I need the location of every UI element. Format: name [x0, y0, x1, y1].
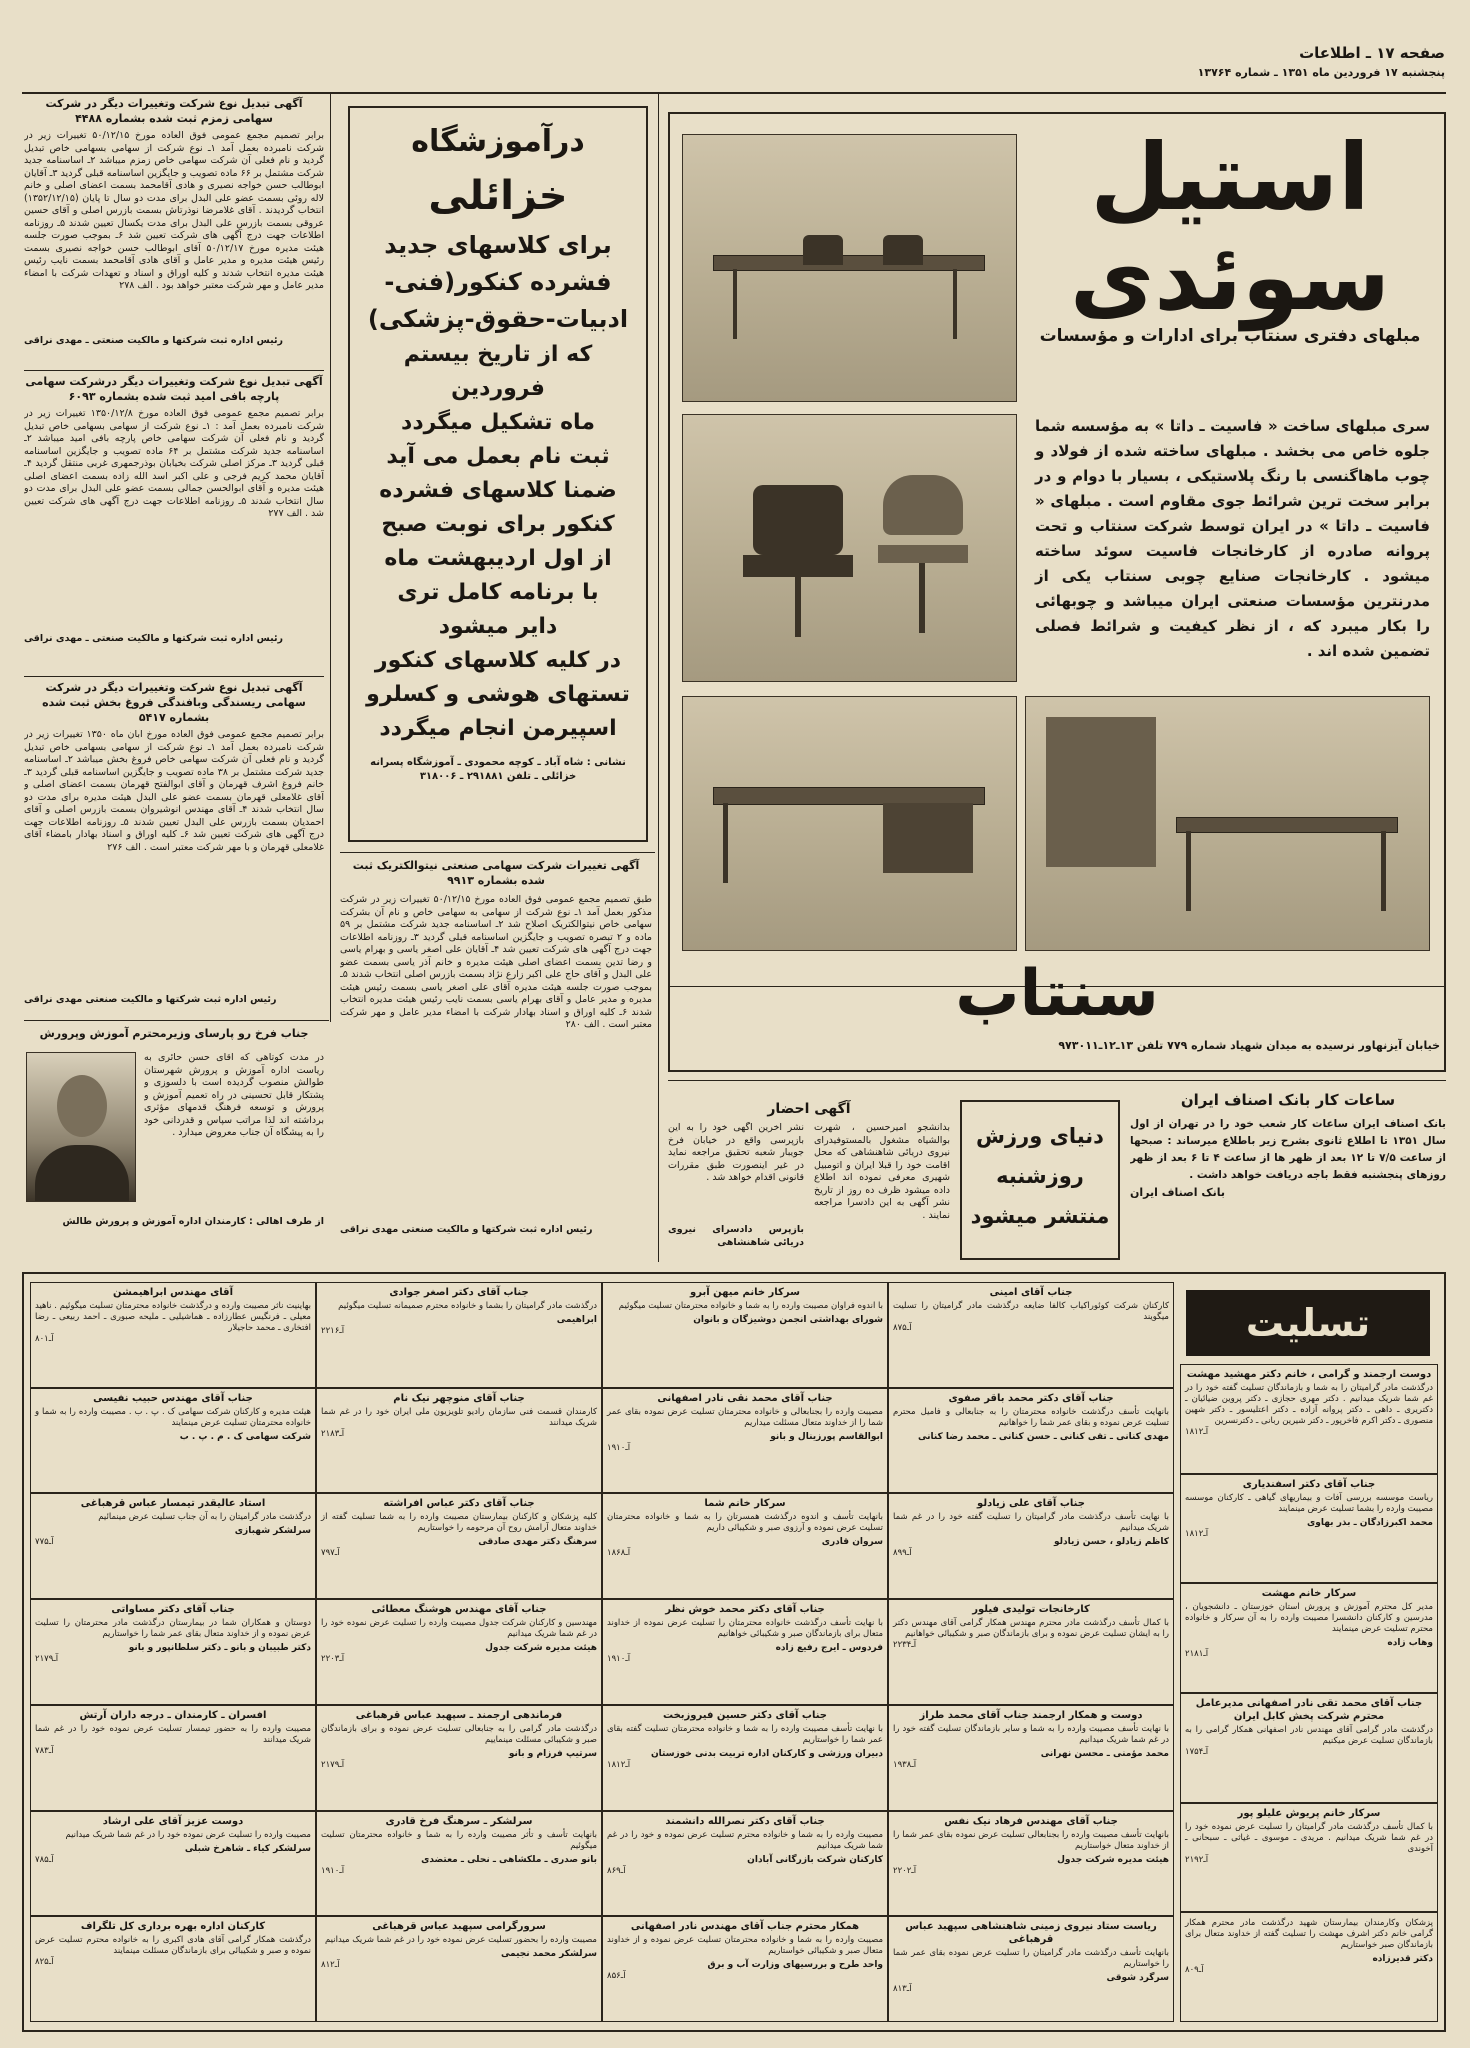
condolence-body: درگذشت مادر گرامیتان را بشما و خانواده محترم صمیمانه تسلیت میگوئیم	[338, 1301, 597, 1311]
condolence-title: سرکار خانم مهشت	[1261, 1588, 1357, 1600]
col-divider	[658, 92, 659, 1262]
condolence-sign: دکتر قدیرزاده	[1372, 1954, 1433, 1965]
notice-title: آگهی تبدیل نوع شرکت وتغییرات دیگر در شرکت سهامی ریسندگی وبافندگی فروغ بخش ثبت شده بشماره ۵۴۱۷	[42, 681, 306, 724]
steel-title-line1: استیل	[1090, 124, 1370, 231]
condolence-body: درگذشت مادر گرامی آقای مهندس نادر اصفهانی همکار گرامی را به بازماندگان تسلیت عرض میکنیم	[1185, 1725, 1433, 1746]
school-ad-line: برای کلاسهای جدید	[384, 231, 612, 259]
notice-sign: رئیس اداره ثبت شرکتها و مالکیت صنعتی مهدی نراقی	[340, 1224, 593, 1235]
notice-title: آگهی تبدیل نوع شرکت وتغییرات دیگر در شرکت سهامی زمزم ثبت شده بشماره ۴۴۸۸	[45, 97, 303, 125]
condolence-body: با کمال تأسف درگذشت مادر محترم مهندس همکار گرامی آقای مهندس دکتر را به ایشان تسلیت عرض نموده و برای بازماندگان صبر و شکیبائی خواهانیم	[893, 1618, 1169, 1640]
condolence-sign: ابراهیمی	[556, 1315, 597, 1325]
condolence-title: سرکار خانم میهن آبرو	[690, 1287, 800, 1298]
condolence-code: آـ۸۰۹	[1185, 1965, 1204, 1976]
condolence-notice	[30, 1705, 316, 1811]
swivel-chair-seat	[878, 545, 968, 563]
school-ad-address: نشانی : شاه آباد ـ کوچه محمودی ـ آموزشگاه پسرانه خزائلی ـ تلفن ۲۹۱۸۸۱ ـ ۳۱۸۰۰۶	[370, 757, 626, 782]
condolence-code: آـ۸۷۵	[893, 1323, 912, 1333]
notice-divider	[340, 852, 655, 853]
condolence-body: درگذشت مادر گرامی را به جنابعالی تسلیت عرض نموده و برای بازماندگان صبر و شکیبائی مسئلت مینماییم	[321, 1723, 597, 1745]
sports-box	[960, 1100, 1120, 1260]
photo-office-room	[1025, 696, 1430, 951]
brand-address: خیابان آیزنهاور نرسیده به میدان شهیاد شماره ۷۷۹ تلفن ۱۳ـ۱۲ـ۹۷۳۰۱۱	[1058, 1039, 1440, 1052]
condolence-title: جناب آقای دکتر اصغر جوادی	[389, 1287, 529, 1298]
condolence-code: آـ۷۹۷	[321, 1548, 340, 1559]
armchair-leg	[795, 577, 801, 637]
room-desk-leg	[1186, 831, 1191, 911]
condolence-notice	[1180, 1474, 1438, 1584]
condolence-body: دوستان و همکاران شما در بیمارستان درگذشت مادر محترمتان را تسلیت عرض نموده و از خداوند متعال بقای عمر شما را خواستاریم	[35, 1618, 311, 1640]
portrait-shoulders	[35, 1145, 129, 1202]
condolence-title: دوست عزیز آقای علی ارشاد	[102, 1815, 244, 1827]
condolence-body: بانهایت تأسف مصیبت وارده را بجنابعالی تسلیت عرض نموده بقای عمر شما را از خداوند متعال خواستاریم	[893, 1829, 1169, 1851]
condolence-title: استاد عالیقدر تیمسار عباس قرهباغی	[80, 1498, 266, 1510]
notice-forughbakhsh	[24, 680, 324, 1010]
condolence-notice	[888, 1388, 1174, 1494]
summons	[668, 1100, 950, 1260]
condolence-code: آـ۸۰۱	[35, 1334, 54, 1344]
condolence-title: جناب آقای مهندس حبیب نفیسی	[93, 1392, 253, 1404]
condolence-body: کلیه پزشکان و کارکنان بیمارستان مصیبت وارده را به شما تسلیت گفته از خداوند متعال آرامش روح آن مرحومه را خواستاریم	[321, 1512, 597, 1534]
notice-sign: رئیس اداره ثبت شرکتها و مالکیت صنعتی ـ مهدی نراقی	[24, 633, 284, 644]
hours-notice	[1130, 1090, 1446, 1258]
condolence-sign: محمد اکبرزادگان ـ بذر بهاوی	[1307, 1517, 1433, 1528]
condolence-title: سرلشکر ـ سرهنگ فرخ قادری	[385, 1815, 533, 1827]
condolence-title: جناب آقای مهندس هوشنگ معطائی	[371, 1604, 547, 1616]
condolence-code: آـ۱۸۶۸	[607, 1548, 631, 1559]
condolence-notice	[888, 1282, 1174, 1388]
condolence-header	[1186, 1290, 1430, 1356]
condolence-title: جناب آقای دکتر اسفندیاری	[1242, 1478, 1376, 1490]
condolence-code: آـ۱۹۱۰	[607, 1654, 631, 1665]
sports-line1: دنیای ورزش	[976, 1124, 1104, 1148]
condolence-body: درگذشت همکار گرامی آقای هادی اکبری را به خانواده محترم تسلیت عرض نموده و صبر و شکیبائی برای بازماندگان مسئلت مینمایند	[35, 1935, 311, 1957]
condolence-code: آـ۱۸۱۲	[1185, 1528, 1209, 1539]
condolence-header-text: تسلیت	[1245, 1301, 1371, 1345]
notice-divider	[24, 1020, 329, 1021]
condolence-code: آـ۸۱۳	[893, 1984, 912, 1995]
condolence-code: آـ۱۹۳۸	[893, 1759, 917, 1770]
condolence-body: مصیبت وارده را به حضور تیمسار تسلیت عرض نموده خود را در غم شما شریک میدانند	[35, 1723, 311, 1745]
notice-omid	[24, 374, 324, 664]
condolence-body: با نهایت تأسف درگذشت خانواده محترمتان را تسلیت عرض نموده از خداوند متعال برای بازماندگان صبر و شکیبائی خواهانیم	[607, 1618, 883, 1640]
condolence-code: آـ۸۱۲	[321, 1960, 340, 1971]
condolence-sign: دکتر طبیبان و بانو ـ دکتر سلطانپور و بانو	[128, 1643, 311, 1654]
condolence-body: بانهایت تأسف و تأثر مصیبت وارده را به شما و خانواده محترمتان تسلیت میگوئیم	[321, 1829, 597, 1851]
condolence-notice	[888, 1916, 1174, 2022]
condolence-sign: شورای بهداشتی انجمن دوشیزگان و بانوان	[693, 1315, 883, 1325]
notice-body: برابر تصمیم مجمع عمومی فوق العاده مورخ آبان ماه ۱۳۵۰ تغییرات زیر در شرکت نامبرده بعمل آمد ۱ـ نوع شرکت از سهامی بسهامی خاص تبدیل گردید و نام فعلی آن شرکت سهامی خاص فروغ بخش میباشد ۲ـ اساسنامه جدید شرکت مشتمل بر ۳۸ ماده تصویب و جایگزین اساسنامه قبلی گردید ۳ـ خانم فروغ اشرف قهرمان و آقای ابوالفتح قهرمان بسمت اعضای اصلی و آقای غلامعلی قهرمان بسمت عضو علی البدل هیئت مدیره برای مدت دو سال انتخاب شدند ۴ـ آقای مهندس انوشیروان بسمت بازرس اصلی و آقای احمدیان بسمت بازرس علی البدل تعیین شدند ۵ـ روزنامه اطلاعات جهت درج آگهی های شرکت تعیین شد ۶ـ کلیه اوراق و اسناد بهادار بامضاء آقای غلامعلی قهرمان و با مهر شرکت معتبر است . الف ۲۷۶	[24, 729, 324, 853]
school-ad-line: کنکور برای نوبت صبح	[381, 512, 615, 537]
tribute-title: جناب فرخ رو پارسای وزیرمحترم آموزش وپرورش	[39, 1027, 309, 1040]
condolence-body: با نهایت تأسف درگذشت مادر گرامیتان را تسلیت گفته خود را در غم شما شریک میدانیم	[893, 1512, 1169, 1534]
sports-line3: منتشر میشود	[970, 1204, 1110, 1228]
condolence-body: بانهایت تأسف درگذشت مادر گرامیتان را تسلیت عرض نموده بقای عمر شما را خواستاریم	[893, 1948, 1169, 1970]
masthead	[1180, 44, 1445, 90]
section-rule	[668, 1080, 1446, 1081]
condolence-body: مدیر کل محترم آموزش و پرورش استان خوزستان ـ دانشجویان ، مدرسین و کارکنان دانشسرا مصیبت وارده را به آن سرکار و خانواده محترم تسلیت عرض مینمایند	[1185, 1602, 1433, 1635]
condolence-code: آـ۲۱۷۹	[321, 1759, 345, 1770]
condolence-code: آـ۷۸۵	[35, 1854, 54, 1865]
condolence-title: آقای مهندس ابراهیمشن	[112, 1287, 234, 1298]
condolence-code: آـ۱۹۱۰	[321, 1865, 345, 1876]
school-ad-line: ضمنا کلاسهای فشرده	[379, 478, 617, 503]
swivel-chair-back	[883, 475, 963, 535]
school-ad-line: با برنامه کامل تری	[397, 580, 599, 605]
school-ad-line: در کلیه کلاسهای کنکور	[374, 648, 622, 673]
issue-date: پنجشنبه ۱۷ فروردین ماه ۱۳۵۱ ـ شماره ۱۳۷۶۴	[1197, 66, 1445, 79]
condolence-code: آـ۱۸۱۲	[607, 1759, 631, 1770]
condolence-code: آـ۸۲۵	[35, 1957, 54, 1968]
table-top	[713, 255, 985, 271]
condolence-sign: سرگرد شوقی	[1106, 1973, 1169, 1984]
condolence-body: مصیبت وارده را تسلیت عرض نموده خود را در غم شما شریک میدانیم	[65, 1829, 311, 1840]
condolence-notice	[316, 1388, 602, 1494]
condolence-body: پزشکان وکارمندان بیمارستان شهید درگذشت مادر محترم همکار گرامی خانم دکتر اشرف مهشت را تسلیت گفته از خداوند متعال برای بازماندگان صبر خواستاریم	[1185, 1918, 1433, 1951]
school-ad-line: ادبیات-حقوق-پزشکی)	[367, 305, 629, 333]
condolence-notice	[30, 1388, 316, 1494]
condolence-body: کارمندان قسمت فنی سازمان رادیو تلویزیون ملی ایران خود را در غم شما شریک میدانند	[321, 1406, 597, 1428]
school-ad-line: دایر میشود	[438, 614, 558, 639]
condolence-title: سرکار خانم پریوش علیلو پور	[1237, 1807, 1381, 1819]
condolence-notice	[316, 1705, 602, 1811]
desk-drawers	[883, 803, 973, 873]
condolence-sign: سرلشکر کیاء ـ شاهرخ شبلی	[184, 1843, 311, 1854]
condolence-title: کارکنان اداره بهره برداری کل تلگراف	[80, 1921, 266, 1933]
condolence-sign: شرکت سهامی ک . م . پ . ب	[179, 1431, 311, 1442]
table-leg	[733, 269, 737, 339]
condolence-body: هیئت مدیره و کارکنان شرکت سهامی ک . پ . ب . مصیبت وارده را به شما و خانواده محترمتان تسلیت عرض مینمایند	[35, 1406, 311, 1428]
condolence-notice	[30, 1811, 316, 1917]
masthead-rule	[22, 92, 1446, 94]
condolence-notice	[888, 1811, 1174, 1917]
condolence-notice	[602, 1599, 888, 1705]
portrait-head	[57, 1075, 107, 1137]
swivel-chair-base	[919, 563, 925, 633]
notice-divider	[24, 676, 324, 677]
condolence-code: آـ۲۱۸۳	[321, 1428, 345, 1439]
school-ad-line: اسپیرمن انجام میگردد	[379, 716, 617, 741]
condolence-sign: دبیران ورزشی و کارکنان اداره تربیت بدنی خوزستان	[650, 1748, 883, 1759]
sports-line2: روزشنبه	[996, 1164, 1084, 1188]
school-ad-line: درآموزشگاه	[411, 124, 585, 159]
condolence-title: جناب آقای دکتر حسین فیروزبخت	[663, 1709, 827, 1721]
condolence-sign: واحد طرح و بررسیهای وزارت آب و برق	[707, 1960, 883, 1971]
condolence-sign: سرتیپ فرزام و بانو	[508, 1748, 597, 1759]
condolence-notice	[1180, 1583, 1438, 1693]
condolence-code: آـ۷۸۳	[35, 1745, 54, 1756]
photo-conference-table	[682, 134, 1017, 402]
condolence-body: مصیبت وارده را به شما و خانواده محترم تسلیت عرض نموده و خود را در غم شما شریک میدانیم	[607, 1829, 883, 1851]
condolence-code: آـ۲۲۰۳	[321, 1654, 345, 1665]
condolence-notice	[316, 1282, 602, 1388]
chair	[883, 235, 923, 265]
condolence-title: جناب آقای محمد نقی نادر اصفهانی	[657, 1392, 833, 1404]
school-ad-line: فشرده کنکور(فنی-	[384, 268, 612, 296]
steel-ad-title	[1030, 124, 1430, 331]
photo-office-chairs	[682, 414, 1017, 682]
condolence-title: دوست و همکار ارجمند جناب آقای محمد طراز	[919, 1709, 1143, 1721]
condolence-title: فرماندهی ارجمند ـ سپهبد عباس قرهباغی	[355, 1709, 563, 1721]
condolence-notice	[888, 1599, 1174, 1705]
condolence-notice	[602, 1916, 888, 2022]
notice-title: آگهی تبدیل نوع شرکت وتغییرات دیگر درشرکت سهامی پارچه بافی امید ثبت شده بشماره ۶۰۹۳	[25, 375, 323, 403]
condolence-sign: هیئت مدیره شرکت جدول	[1057, 1854, 1169, 1865]
condolence-title: سرکار خانم شما	[704, 1498, 786, 1510]
chair	[803, 235, 843, 265]
school-ad-line: از اول اردیبهشت ماه	[384, 546, 612, 571]
condolence-sign: فردوس ـ ایرج رفیع زاده	[775, 1643, 883, 1654]
armchair-seat	[743, 555, 853, 577]
condolence-body: با اندوه فراوان مصیبت وارده را به شما و خانواده محترمتان تسلیت میگوئیم	[618, 1301, 883, 1311]
condolence-body: کارکنان شرکت کوئوراکیاب کالفا ضایعه درگذشت مادر گرامیتان را تسلیت میگویند	[893, 1301, 1169, 1322]
hours-title: ساعات کار بانک اصناف ایران	[1180, 1091, 1396, 1109]
notice-body: برابر تصمیم مجمع عمومی فوق العاده مورخ ۱۳۵۰/۱۲/۸ تغییرات زیر در شرکت نامبرده بعمل آمد : ۱ـ نوع شرکت از سهامی بسهامی خاص تبدیل گردید و نام فعلی آن شرکت سهامی خاص پارچه بافی امید میباشد ۲ـ اساسنامه جدید شرکت مشتمل بر ۶۴ ماده تصویب و جایگزین اساسنامه قبلی گردید ۳ـ مرکز اصلی شرکت بخیابان بوذرجمهری غربی منتقل گردید ۴ـ آقایان محمد کریم فرجی و علی اکبر اسد الله زاده بسمت اعضای اصلی هیئت مدیره و آقای ابوالحسن جمالی بسمت عضو علی البدل برای مدت دو سال انتخاب شدند ۵ـ روزنامه اطلاعات جهت درج آگهی های شرکت تعیین شد . الف ۲۷۷	[24, 408, 324, 519]
condolence-notice	[1180, 1912, 1438, 2022]
condolence-notice	[1180, 1693, 1438, 1803]
table-leg	[953, 269, 957, 339]
condolence-title: جناب آقای دکتر محمد باقر صفوی	[948, 1392, 1114, 1404]
bookshelf	[1046, 717, 1156, 867]
condolence-notice	[316, 1811, 602, 1917]
photo-executive-desk	[682, 696, 1017, 951]
condolence-notice	[602, 1493, 888, 1599]
room-desk-top	[1176, 817, 1398, 833]
armchair-back	[753, 485, 843, 555]
notice-nitoelectric	[340, 858, 652, 1258]
room-desk-leg	[1381, 831, 1386, 911]
school-ad-line: خزائلی	[428, 173, 568, 219]
col-divider	[330, 92, 331, 1022]
condolence-notice	[602, 1705, 888, 1811]
condolence-code: آـ۲۲۱۶	[321, 1326, 345, 1336]
condolence-code: آـ۲۱۹۲	[1185, 1854, 1209, 1865]
condolence-code: آـ۸۹۹	[893, 1548, 912, 1559]
condolence-title: افسران ـ کارمندان ـ درجه داران آرتش	[79, 1709, 267, 1721]
condolence-code: آـ۸۵۶	[607, 1971, 626, 1982]
condolence-title: سرورگرامی سپهبد عباس قرهباغی	[372, 1921, 546, 1933]
notice-divider	[24, 370, 324, 371]
condolence-body: درگذشت مادر گرامیتان را به شما و بازماندگان تسلیت گفته خود را در غم شما شریک میدانیم . دکتر مهری حجازی ـ دکتر پروین ضیائیان ـ دکتریری ـ داهی ـ دکتر پروانه آزاده ـ دکتر اعتلیسور ـ دکتر شهین منصوری ـ دکتر اکرم فاخرپور ـ دکتر شیرین ربانی ـ دکترنسرین	[1185, 1383, 1433, 1426]
condolence-code: آـ۲۲۳۴	[893, 1640, 917, 1651]
condolence-notice	[316, 1916, 602, 2022]
condolence-title: جناب آقای منوچهر نیک نام	[393, 1392, 525, 1404]
notice-sign: رئیس اداره ثبت شرکتها و مالکیت صنعتی ـ مهدی نراقی	[24, 335, 284, 346]
condolence-notice	[888, 1493, 1174, 1599]
condolence-code: آـ۱۷۵۴	[1185, 1747, 1209, 1757]
condolence-sign: ابوالقاسم پورزینال و بانو	[770, 1431, 883, 1442]
school-ad-line: که از تاریخ بیستم فروردین	[403, 342, 593, 401]
steel-title-line2: سوئدی	[1069, 224, 1391, 331]
condolence-notice	[1180, 1803, 1438, 1913]
condolence-notice	[30, 1282, 316, 1388]
condolence-title: جناب آقای امینی	[989, 1287, 1073, 1298]
notice-title: آگهی تغییرات شرکت سهامی صنعتی نیتوالکتریک ثبت شده بشماره ۹۹۱۳	[352, 859, 640, 887]
condolence-notice	[316, 1493, 602, 1599]
condolence-sign: هیئت مدیره شرکت جدول	[485, 1643, 597, 1654]
condolence-sign: سروان قادری	[821, 1537, 883, 1548]
condolence-notice	[30, 1493, 316, 1599]
condolence-notice	[602, 1811, 888, 1917]
condolence-body: مهندسین و کارکنان شرکت جدول مصیبت وارده را تسلیت عرض نموده خود را در غم شما شریک میدانیم	[321, 1618, 597, 1640]
condolence-title: همکار محترم جناب آقای مهندس نادر اصفهانی	[630, 1921, 860, 1933]
desk-leg	[723, 803, 728, 883]
hours-body: بانک اصناف ایران ساعات کار شعب خود را در تهران از اول سال ۱۳۵۱ تا اطلاع ثانوی بشرح زیر باطلاع میرساند : صبحها از ساعت ۷/۵ تا ۱۲ بعد از ظهر ها از ساعت ۴ تا ۶ بعد از ظهر روزهای پنجشنبه فقط باجه دریافت خواهد داشت .	[1130, 1118, 1446, 1181]
notice-body: برابر تصمیم مجمع عمومی فوق العاده مورخ ۵۰/۱۲/۱۵ تغییرات زیر در شرکت نامبرده بعمل آمد ۱ـ نوع شرکت از سهامی بسهامی خاص تبدیل گردید و نام فعلی آن شرکت سهامی خاص زمزم میباشد ۲ـ اساسنامه جدید شرکت مشتمل بر ۶۶ ماده تصویب و جایگزین اساسنامه قبلی گردید ۳ـ آقایان ابوطالب حسن خواجه نصیری و هادی آقامحمد بسمت اعضای اصلی و خانم لاله روئی بسمت عضو علی البدل برای مدت دو سال تا پایان (۱۳۵۲/۱۲/۱۵) انتخاب گردیدند . آقای غلامرضا نوذرتاش بسمت بازرس اصلی و آقای حسین عروقی بسمت بازرس علی البدل برای مدت یکسال تعیین شدند ۵ـ روزنامه اطلاعات جهت درج آگهی های شرکت تعیین شد ۶ـ بموجب صورت جلسه هیئت مدیره مورخ ۵۰/۱۲/۱۷ آقای ابوطالب حسن خواجه نصیری بسمت رئیس هیئت مدیره و مدیر عامل و آقای هادی آقامحمد بسمت نایب رئیس هیئت مدیره انتخاب شدند و کلیه اوراق و اسناد و تعهدات شرکت با امضاء مدیر عامل و مهر شرکت معتبر خواهد بود . الف ۲۷۸	[24, 130, 324, 291]
condolence-notice	[30, 1916, 316, 2022]
condolence-code: آـ۱۹۱۰	[607, 1442, 631, 1453]
tribute	[24, 1026, 324, 1262]
condolence-title: جناب آقای محمد تقی نادر اصفهانی مدیرعامل محترم شرکت پخش کابل ایران	[1195, 1698, 1423, 1722]
steel-ad-body: سری مبلهای ساخت « فاسیت ـ داتا » به مؤسسه شما جلوه خاص می بخشد . مبلهای ساخته شده از فولاد و چوب ماهاگنسی با رنگ پلاستیکی ، بسیار با دوام و در برابر سخت ترین شرائط جوی مقاوم است . مبلهای « فاسیت ـ داتا » در ایران توسط شرکت سنتاب و تحت پروانه صادره از کارخانجات فاسیت سوئد ساخته میشود . کارخانجات صنایع چوبی سنتاب یکی از مدرنترین مؤسسات صنعتی ایران میباشد و چوبهائی را بکار میبرد که ، از نظر کیفیت و شرائط فصلی تضمین شده اند .	[1035, 417, 1430, 660]
condolence-body: بانهایت تأسف و اندوه درگذشت همسرتان را به شما و خانواده محترمتان تسلیت عرض نموده و آرزوی صبر و شکیبائی داریم	[607, 1512, 883, 1534]
condolence-body: مصیبت وارده را بحضور تسلیت عرض نموده خود را در غم شما شریک میدانیم	[325, 1935, 597, 1946]
summons-body-left: نشر آخرین آگهی خود را به این بازپرسی واقع در خیابان فرخ جویبار شعبه تحقیق مراجعه نماید در غیر اینصورت طبق مقررات قانونی اقدام خواهد شد .	[668, 1122, 804, 1183]
condolence-code: آـ۷۷۵	[35, 1537, 54, 1548]
condolence-code: آـ۲۲۰۲	[893, 1865, 917, 1876]
condolence-notice	[888, 1705, 1174, 1811]
condolence-code: آـ۸۶۹	[607, 1865, 626, 1876]
steel-ad	[668, 112, 1446, 1072]
tribute-sign: از طرف اهالی : کارمندان اداره آموزش و پرورش طالش	[62, 1216, 324, 1227]
condolence-body: مصیبت وارده را به شما و خانواده محترمتان تسلیت عرض نموده و از خداوند متعال صبر و شکیبائی خواستاریم	[607, 1935, 883, 1957]
condolence-body: ریاست موسسه بررسی آفات و بیماریهای گیاهی ـ کارکنان موسسه مصیبت وارده را بشما تسلیت عرض مینمایند	[1185, 1492, 1433, 1514]
condolence-body: بانهایت تأسف درگذشت خانواده محترمتان را به جنابعالی و فامیل محترم تسلیت عرض نموده و بقای عمر شما را خواهانیم	[893, 1406, 1169, 1428]
condolence-sign: سرلشکر محمد نجیمی	[500, 1949, 597, 1960]
condolence-notice	[30, 1599, 316, 1705]
school-ad-line: ثبت نام بعمل می آید	[386, 444, 610, 469]
condolence-body: درگذشت مادر گرامیتان را به آن جناب تسلیت عرض مینمائیم	[98, 1512, 311, 1523]
condolence-code: آـ۱۸۱۲	[1185, 1427, 1209, 1437]
condolence-title: دوست ارجمند و گرامی ، خانم دکتر مهشید مهشت	[1186, 1369, 1432, 1380]
page-label: صفحه ۱۷ ـ اطلاعات	[1299, 44, 1445, 62]
condolence-notice	[1180, 1364, 1438, 1474]
portrait-photo	[26, 1052, 136, 1202]
steel-ad-subtitle: مبلهای دفتری سنتاب برای ادارات و مؤسسات	[1039, 326, 1421, 346]
condolence-notice	[316, 1599, 602, 1705]
notice-sign: رئیس اداره ثبت شرکتها و مالکیت صنعتی مهدی نراقی	[24, 994, 277, 1005]
summons-sign: بازپرس دادسرای نیروی دریائی شاهنشاهی	[668, 1224, 804, 1248]
notice-zamzam	[24, 96, 324, 366]
condolence-title: جناب آقای دکتر عباس افراشته	[383, 1498, 535, 1510]
condolence-sign: کارکنان شرکت بازرگانی آبادان	[747, 1854, 883, 1865]
condolence-body: با کمال تأسف درگذشت مادر گرامیتان را تسلیت عرض نموده خود را در غم شما شریک میدانیم . مریدی ـ موسوی ـ غیاثی ـ سبحانی ـ آخوندی	[1185, 1821, 1433, 1854]
condolence-title: جناب آقای علی زیادلو	[977, 1498, 1085, 1510]
school-ad	[348, 106, 648, 842]
condolence-code: آـ۲۱۷۹	[35, 1654, 59, 1665]
condolence-title: ریاست ستاد نیروی زمینی شاهنشاهی سپهبد عباس قرهباغی	[905, 1921, 1157, 1946]
condolence-sign: وهاب زاده	[1387, 1638, 1433, 1649]
condolence-body: مصیبت وارده را بجنابعالی و خانواده محترمتان تسلیت عرض نموده بقای عمر شما را از خداوند متعال مسئلت میداریم	[607, 1406, 883, 1428]
condolence-body: با نهایت تأسف مصیبت وارده را به شما و خانواده محترمتان تسلیت گفته بقای عمر شما را خواستاریم	[607, 1723, 883, 1745]
condolence-title: جناب آقای دکتر مساواتی	[111, 1604, 235, 1616]
condolence-title: جناب آقای دکتر نصرالله دانشمند	[665, 1815, 825, 1827]
condolence-sign: سرلشکر شهبازی	[234, 1526, 311, 1537]
condolence-title: جناب آقای دکتر محمد خوش نظر	[665, 1604, 825, 1616]
summons-title: آگهی احضار	[767, 1101, 851, 1117]
condolence-body: بهاینیت ناثر مصیبت وارده و درگذشت خانواده محترمتان تسلیت میگوئیم . ناهید معیلی ـ فرنگیس عطارزاده ـ هماشیلیی ـ ملیحه صبوری ـ احمد ربیعی ـ رضا افتخاری ـ محمد حاجیلار	[35, 1301, 311, 1333]
notice-body: طبق تصمیم مجمع عمومی فوق العاده مورخ ۵۰/۱۲/۱۵ تغییرات زیر در شرکت مذکور بعمل آمد ۱ـ نوع شرکت از سهامی به سهامی خاص و نام آن بشرکت سهامی خاص نیتوالکتریک اصلاح شد ۲ـ اساسنامه جدید شرکت مشتمل بر ۵۹ ماده و ۲ تبصره تصویب و جایگزین اساسنامه قبلی گردید ۳ـ روزنامه اطلاعات جهت درج آگهی های شرکت تعیین شد ۴ـ آقایان علی اصغر یاسی و بهرام یاسی و رضا تدین بسمت اعضای اصلی هیئت مدیره و خانم آذر یاسی بسمت عضو علی البدل و آقای حاج علی اکبر زارع نژاد بسمت بازرس اصلی انتخاب شدند ۵ـ بموجب صورت جلسه هیئت مدیره آقای علی اصغر یاسی بسمت رئیس هیئت مدیره و مدیر عامل و آقای بهرام یاسی بسمت نایب رئیس هیئت مدیره انتخاب شدند ۶ـ کلیه اوراق و اسناد بهادار شرکت با امضاء مدیر عامل و مهر شرکت معتبر است . الف ۲۸۰	[340, 894, 652, 1030]
school-ad-line: تستهای هوشی و کسلرو	[366, 682, 630, 707]
condolence-sign: مهدی کنانی ـ تقی کنانی ـ حسن کنانی ـ محمد رضا کنانی	[918, 1431, 1169, 1442]
condolence-sign: کاظم زیادلو ، حسن زیادلو	[1053, 1537, 1169, 1548]
hours-sign: بانک اصناف ایران	[1130, 1186, 1226, 1199]
condolence-notice	[602, 1282, 888, 1388]
condolence-sign: سرهنگ دکتر مهدی صادقی	[478, 1537, 597, 1548]
condolence-notice	[602, 1388, 888, 1494]
condolence-sign: محمد مؤمنی ـ محسن نهرانی	[1040, 1748, 1169, 1759]
condolence-body: با نهایت تأسف مصیبت وارده را به شما و سایر بازماندگان تسلیت گفته خود را در غم شما شریک میدانیم	[893, 1723, 1169, 1745]
summons-body-right: بدانشجو امیرحسین ، شهرت بوالشیاه مشغول بالمستوفیدرای نیروی دریائی شاهنشاهی که محل اقامت خود را قبلا ایران و اتومبیل شهیری معرفی نموده اند اطلاع داده میشود ظرف ده روز از تاریخ نشر آگهی به این دادسرا مراجعه نمایند .	[814, 1122, 950, 1221]
tribute-body: در مدت کوتاهی که آقای حسن حائری به ریاست اداره آموزش و پرورش شهرستان طوالش منصوب گردیده است با دلسوزی و پشتکار قابل تحسینی در راه تعمیم آموزش و پرورش و توسعه فرهنگ قدمهای مؤثری برداشته اند لذا مراتب سپاس و قدردانی خود را به پیشگاه آن جناب معروض میدارد .	[144, 1052, 324, 1138]
school-ad-lines	[358, 118, 638, 746]
condolence-code: آـ۲۱۸۱	[1185, 1649, 1209, 1660]
condolence-title: جناب آقای مهندس فرهاد نیک نفس	[944, 1815, 1118, 1827]
condolence-sign: بانو صدری ـ ملکشاهی ـ نحلی ـ معتضدی	[421, 1854, 597, 1865]
school-ad-line: ماه تشکیل میگردد	[401, 410, 595, 435]
condolence-title: کارخانجات تولیدی فیلور	[972, 1604, 1090, 1616]
brand-logo: سنتاب	[955, 957, 1159, 1031]
